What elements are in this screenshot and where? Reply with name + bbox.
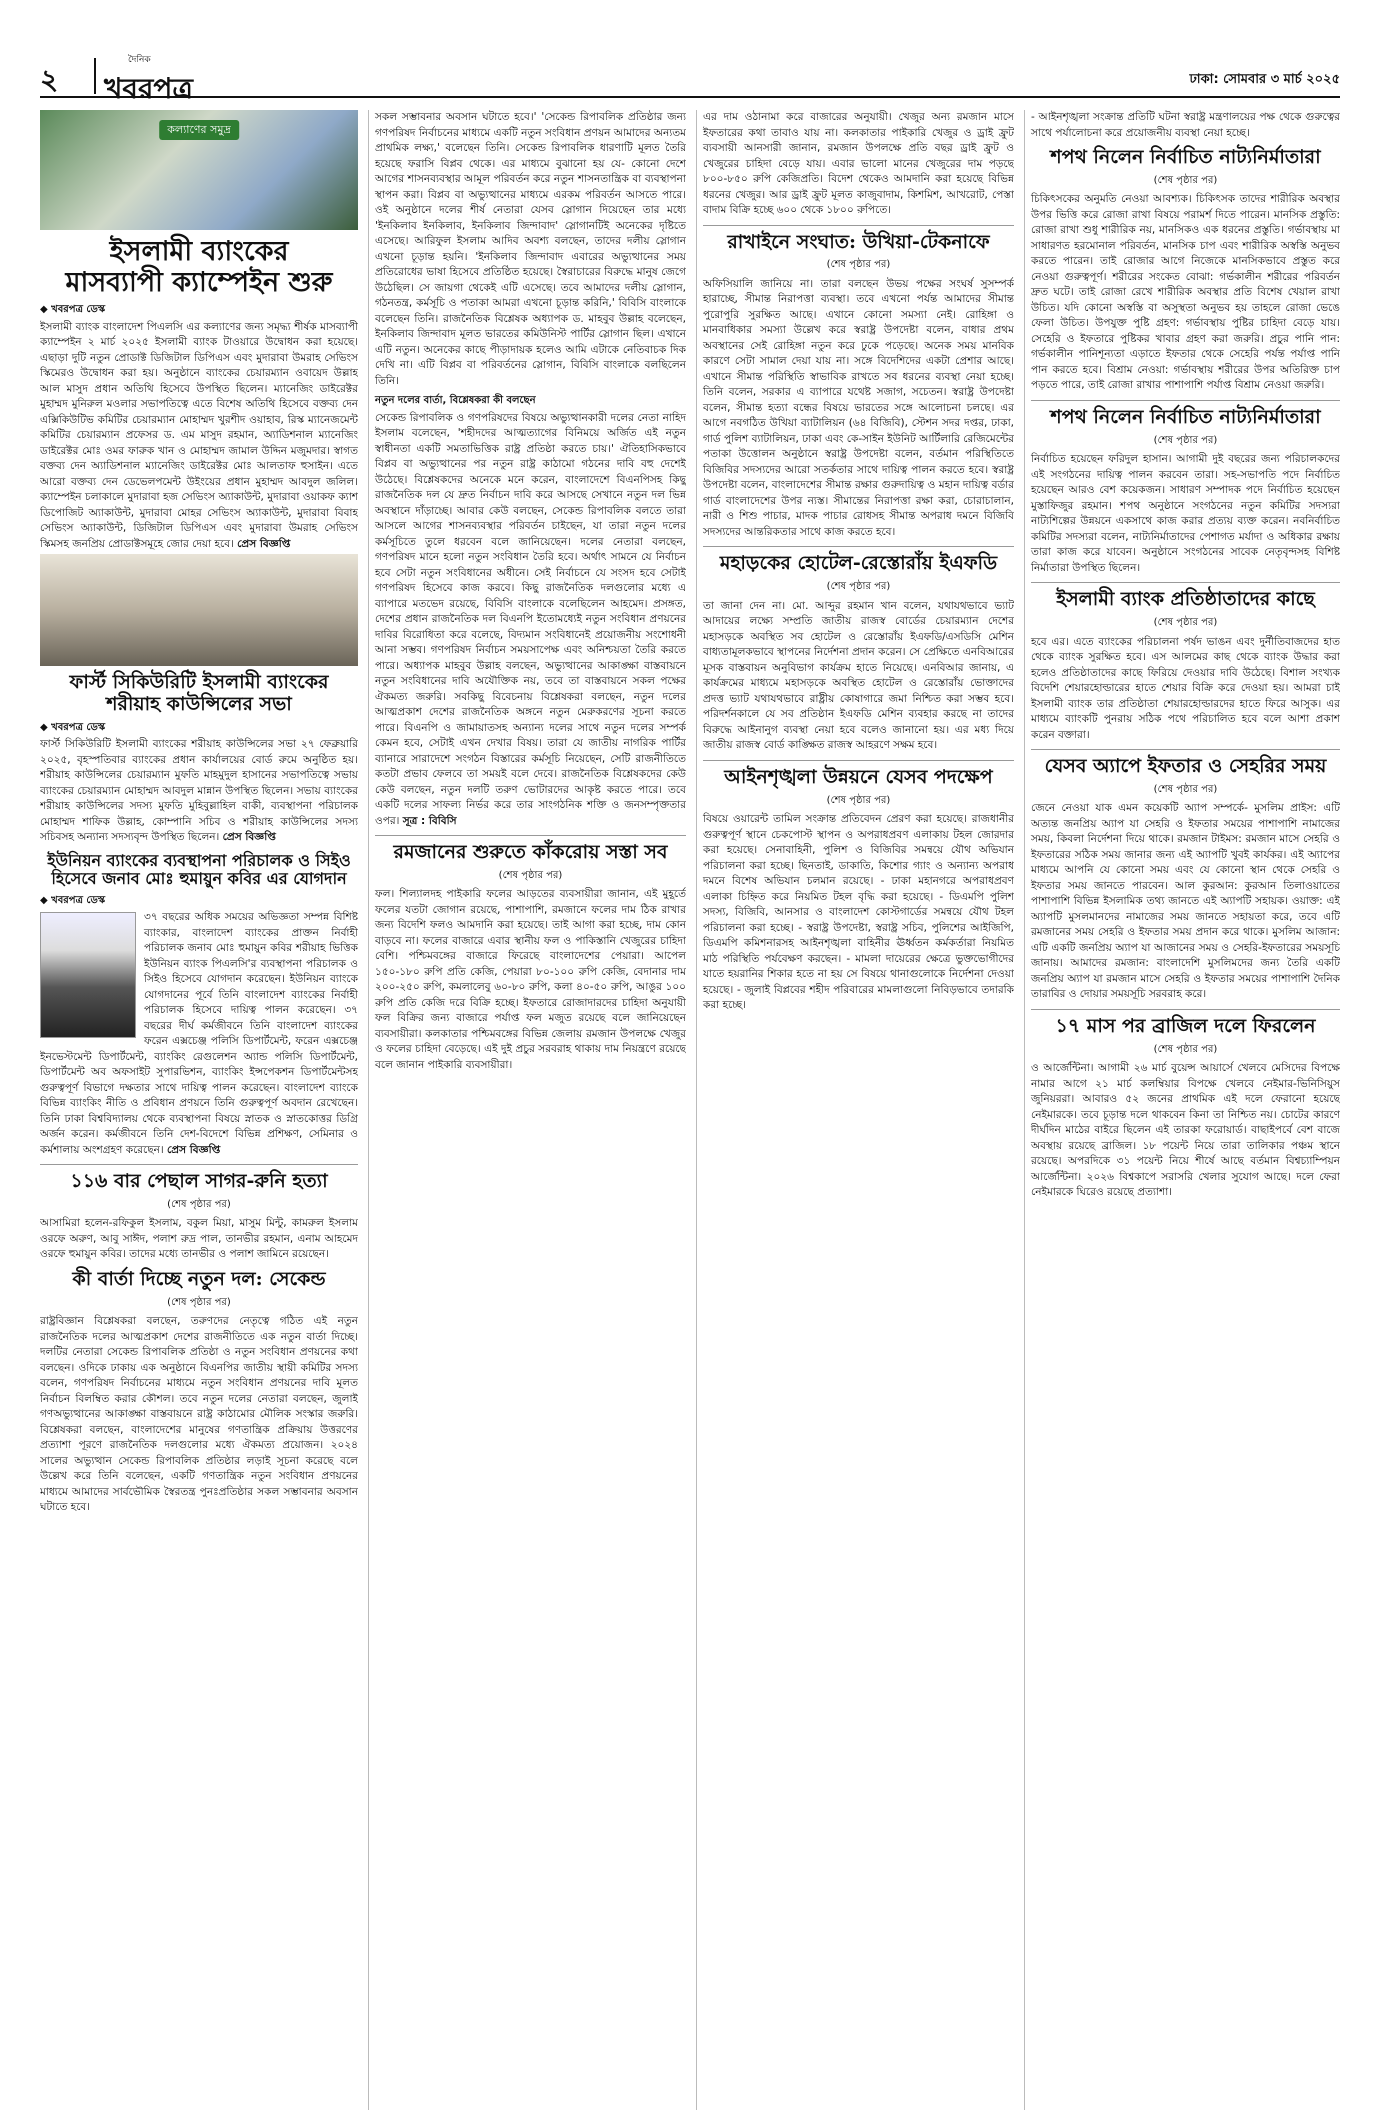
desk-label: ◆ খবরপত্র ডেস্ক <box>40 304 106 316</box>
article-body: ও আর্জেন্টিনা। আগামী ২৬ মার্চ বুয়েন্স আয়ার্সে খেলবে মেসিদের বিপক্ষে নামার আগে ২১ মার্চ কলম্বিয়ার বিপক্ষে খেলবে নেইমার-ভিনিসিয়ুস জুনিয়ররা। আবারও ৫২ জনের প্রাথমিক এই দলে ফেরানো হয়েছে নেইমারকে। তবে চূড়ান্ত দলে থাকবেন কিনা তা নিশ্চিত নয়। চোটের কারণে দীর্ঘদিন মাঠের বাইরে ছিলেন এই তারকা ফরোয়ার্ড। বাছাইপর্বে বেশ বাজে অবস্থায় রয়েছে ব্রাজিল। ১৮ পয়েন্ট নিয়ে তারা তালিকার পঞ্চম স্থানে রয়েছে। অপরদিকে ৩১ পয়েন্ট নিয়ে শীর্ষে আছে বর্তমান বিশ্বচ্যাম্পিয়ন আর্জেন্টিনা। ২০২৬ বিশ্বকাপে সরাসরি খেলার সুযোগ আছে। দলে ফেরা নেইমারকে ঘিরেও রয়েছে প্রত্যাশা। <box>1031 1062 1340 1199</box>
column-1 <box>40 110 358 2110</box>
headline-sagar-runi: ১১৬ বার পেছাল সাগর-রুনি হত্যা <box>70 1170 328 1193</box>
continuation-note: (শেষ পৃষ্ঠার পর) <box>498 869 563 881</box>
article-body: আসামিরা হলেন-রফিকুল ইসলাম, বকুল মিয়া, মাসুম মিন্টু, কামরুল ইসলাম ওরফে অরুণ, আবু সাঈদ, পলাশ রুদ্র পাল, তানভীর রহমান, এনাম আহমেদ ওরফে হুমায়ুন কবির। তাদের মধ্যে তানভীর ও পলাশ জামিনে রয়েছেন। <box>40 1217 358 1261</box>
photo-banner-text: কল্যাণের সমুদ্র <box>159 120 239 140</box>
article-body: সকল সম্ভাবনার অবসান ঘটাতে হবে।' 'সেকেন্ড রিপাবলিক প্রতিষ্ঠার জন্য গণপরিষদ নির্বাচনের মাধ্যমে একটি নতুন সংবিধান প্রণয়ন আমাদের অন্যতম প্রাথমিক লক্ষ্য,' বলেছেন তিনি। সেকেন্ড রিপাবলিক ধারণাটি মূলত তৈরি হয়েছে ফরাসি বিপ্লব থেকে। এর মাধ্যমে বুঝানো হয় যে- কোনো দেশে আগের শাসনব্যবস্থার আমূল পরিবর্তন করে নতুন শাসনতান্ত্রিক বা ব্যবস্থাপনা স্থাপন করা। বিপ্লব বা অভ্যুত্থানের মাধ্যমে এরকম পরিবর্তন আসতে পারে। ওই অনুষ্ঠানে দলের শীর্ষ নেতারা যেসব স্লোগান দিয়েছেন তার মধ্যে 'ইনকিলাব ইনকিলাব, ইনকিলাব জিন্দাবাদ' স্লোগানটিই অনেকের দৃষ্টিতে এসেছে। আরিফুল ইসলাম আদিব অবশ্য বলছেন, তাদের দলীয় স্লোগান এখনো চূড়ান্ত হয়নি। 'ইনকিলাব জিন্দাবাদ এবারের অভ্যুত্থানের সময় প্রতিরোধের ভাষা হিসেবে প্রতিষ্ঠিত হয়েছে। স্বৈরাচারের বিরুদ্ধে মানুষ জেগে উঠেছিল। সে জায়গা থেকেই এটি এসেছে। তবে আমাদের দলীয় স্লোগান, গঠনতন্ত্র, কর্মসূচি ও পতাকা আমরা এখনো চূড়ান্ত করিনি,' বিবিসি বাংলাকে বলেছেন তিনি। রাজনৈতিক বিশ্লেষক অধ্যাপক ড. মাহবুব উল্লাহ বলেছেন, ইনকিলাব জিন্দাবাদ মূলত ভারতের কমিউনিস্ট পার্টির স্লোগান ছিল। এখানে এটি নতুন। অনেকের কাছে পীড়াদায়ক হলেও আমি এটাকে নেতিবাচক দিক দেখি না। এটি বিপ্লব বা পরিবর্তনের স্লোগান, বিবিসি বাংলাকে বলছিলেন তিনি। <box>375 111 686 387</box>
headline-kolkata-fruits: রমজানের শুরুতে কাঁকরোয় সস্তা সব <box>393 841 668 863</box>
masthead <box>40 55 1340 105</box>
headline-law-order: আইনশৃঙ্খলা উন্নয়নে যেসব পদক্ষেপ <box>724 765 993 788</box>
headline-union-bank: ইউনিয়ন ব্যাংকের ব্যবস্থাপনা পরিচালক ও সিইও হিসেবে জনাব মোঃ হুমায়ুন কবির এর যোগদান <box>47 850 351 889</box>
continuation-note: (শেষ পৃষ্ঠার পর) <box>826 794 891 806</box>
column-4 <box>1024 110 1340 2110</box>
divider <box>703 225 1014 226</box>
headline-oath-2: শপথ নিলেন নির্বাচিত নাট্যনির্মাতারা <box>1050 405 1321 428</box>
masthead-divider <box>94 58 96 94</box>
article-body: জেনে নেওয়া যাক এমন কয়েকটি অ্যাপ সম্পর্কে- মুসলিম প্রাইস: এটি অত্যন্ত জনপ্রিয় অ্যাপ যা সেহরি ও ইফতার সময়ের পাশাপাশি নামাজের সময়, কিবলা নির্দেশনা দিয়ে থাকে। রমজান টাইমস: রমজান মাসে সেহরি ও ইফতারের সঠিক সময় জানার জন্য এই অ্যাপটি খুবই কার্যকর। এই অ্যাপের মাধ্যমে আপনি যে কোনো সময় এবং যে কোনো স্থান থেকে সেহরি ও ইফতার সময় জানতে পারবেন। আল কুরআন: কুরআন তিলাওয়াতের পাশাপাশি বিভিন্ন ইসলামিক তথ্য জানতে এই অ্যাপটি সহায়ক। ওয়াক্ত: এই অ্যাপটি মুসলমানদের নামাজের সময় জানতে সহায়তা করে, তবে এটি রমজানের সময় সেহরি ও ইফতার সময় প্রদান করে থাকে। মুসলিম আজান: এটি একটি জনপ্রিয় অ্যাপ যা আজানের সময় ও সেহরি-ইফতারের সময়সূচি জানায়। আমাদের রমজান: বাংলাদেশি মুসলিমদের জন্য তৈরি একটি জনপ্রিয় অ্যাপ যা রমজান মাসে সেহরি ও ইফতার সময়ের পাশাপাশি দৈনিক তারাবির ও দোয়ার সময়সূচি সরবরাহ করে। <box>1031 802 1340 1001</box>
divider <box>40 1164 358 1165</box>
article-body: এর দাম ওঠানামা করে বাজারের অনুযায়ী। খেজুর অন্য রমজান মাসে ইফতারের কথা তাবাও যায় না। কলকাতার পাইকারি খেজুর ও ড্রাই ফ্রুট ব্যবসায়ী আনসারী জানান, রমজান উপলক্ষে প্রতি বছর ড্রাই ফ্রুট ও খেজুরের চাহিদা বেড়ে যায়। এবার ভালো মানের খেজুরের দাম পড়ছে ৮০০-৮৫০ রুপি কেজিপ্রতি। বিদেশ থেকেও আমদানি করা হয়েছে বিভিন্ন ধরনের খেজুর। আর ড্রাই ফ্রুট মূলত কাজুবাদাম, কিশমিশ, আখরোট, পেস্তা বাদাম বিক্রি হচ্ছে ৬০০ থেকে ১৮০০ রুপিতে। <box>703 111 1014 216</box>
headline-brazil: ১৭ মাস পর ব্রাজিল দলে ফিরলেন <box>1055 1014 1316 1037</box>
desk-label: ◆ খবরপত্র ডেস্ক <box>40 721 106 733</box>
shariah-council-meeting-photo <box>40 554 358 666</box>
article-body: সেকেন্ড রিপাবলিক ও গণপরিষদের বিষয়ে অভ্যুত্থানকারী দলের নেতা নাহিদ ইসলাম বলেছেন, 'শহীদদের আত্মত্যাগের বিনিময়ে অর্জিত এই নতুন স্বাধীনতা একটি সমতাভিত্তিক রাষ্ট্র প্রতিষ্ঠা করতে চায়।' ঐতিহাসিকভাবে বিপ্লব বা অভ্যুত্থানের পর নতুন রাষ্ট্র কাঠামো গঠনের দাবি বহু দেশেই উঠেছে। বিশ্লেষকদের অনেকে মনে করেন, বাংলাদেশে বিএনপিসহ কিছু রাজনৈতিক দল যে দ্রুত নির্বাচন দাবি করে আসছে সেখানে নতুন দল ভিন্ন অবস্থানে দাঁড়াচ্ছে। আবার কেউ বলছেন, সেকেন্ড রিপাবলিক বলতে তারা আসলে আগের শাসনব্যবস্থার পরিবর্তন চাইছেন, যা তারা নতুন দলের কর্মসূচিতে তুলে ধরবেন বলে জানিয়েছেন। দলের নেতারা বলছেন, গণপরিষদ মানে হলো নতুন সংবিধান তৈরি হবে। অর্থাৎ সামনে যে নির্বাচন হবে সেটা নতুন সংবিধানের অধীনে। সেই নির্বাচনে যে সংসদ হবে সেটাই গণপরিষদ হিসেবে কাজ করবে। কিছু রাজনৈতিক দলগুলোর মধ্যে এ ব্যাপারে মতভেদ রয়েছে, বিবিসি বাংলাকে বলেছিলেন আহমেদ। প্রসঙ্গত, দেশের প্রধান রাজনৈতিক দল বিএনপি ইতোমধ্যেই নতুন সংবিধান প্রণয়নের দাবির বিরোধিতা করে বলেছে, বিদ্যমান সংবিধানেই প্রয়োজনীয় সংশোধনী আনা সম্ভব। গণপরিষদ নির্বাচন সময়সাপেক্ষ এবং অনিশ্চয়তা তৈরি করতে পারে। অধ্যাপক মাহবুব উল্লাহ বলছেন, অভ্যুত্থানের আকাঙ্ক্ষা বাস্তবায়নে নতুন সংবিধানের দাবি অযৌক্তিক নয়, তবে তা বাস্তবায়নে সকল পক্ষের ঐকমত্য জরুরি। সবকিছু বিবেচনায় বিশ্লেষকরা বলছেন, নতুন দলের আত্মপ্রকাশ দেশের রাজনৈতিক অঙ্গনে নতুন মেরুকরণের সূচনা করতে পারে। বিএনপি ও জামায়াতসহ অন্যান্য দলের সাথে নতুন দলের সম্পর্ক কেমন হবে, সেটাই এখন দেখার বিষয়। তারা যে জাতীয় নাগরিক পার্টির ব্যানারে সারাদেশে সংগঠন বিস্তারের কর্মসূচি নিয়েছেন, সেটি রাজনীতিতে কতটা প্রভাব ফেলবে তা সময়ই বলে দেবে। রাজনৈতিক বিশ্লেষকদের কেউ কেউ বলছেন, নতুন দলটি তরুণ ভোটারদের আকৃষ্ট করতে পারে। তবে একটি দলের সাফল্য নির্ভর করে তার সাংগঠনিক শক্তি ও জনসম্পৃক্ততার ওপর। সূত্র : বিবিসি <box>375 411 686 827</box>
article-body: হবে এর। এতে ব্যাংকের পরিচালনা পর্ষদ ভাঙন এবং দুর্নীতিবাজদের হাত থেকে ব্যাংক সুরক্ষিত হবে। এস আলমের কাছ থেকে ব্যাংক উদ্ধার করা হলেও প্রতিষ্ঠাতাদের কাছে ফিরিয়ে দেওয়ার দাবি উঠেছে। বিশাল সংখ্যক বিদেশি শেয়ারহোল্ডারের হাতে শেয়ার বিক্রি করে দেওয়া হয়। আমরা চাই ইসলামী ব্যাংক তার প্রতিষ্ঠাতা শেয়ারহোল্ডারদের হাতে ফিরে আসুক। এর মাধ্যমে ব্যাংকটি পুনরায় সঠিক পথে পরিচালিত হবে বলে আশা প্রকাশ করেন বক্তারা। <box>1031 635 1340 741</box>
article-body: ৩৭ বছরের অধিক সময়ের অভিজ্ঞতা সম্পন্ন বিশিষ্ট ব্যাংকার, বাংলাদেশ ব্যাংকের প্রাক্তন নির্বাহী পরিচালক জনাব মোঃ হুমায়ুন কবির শরীয়াহ ভিত্তিক ইউনিয়ন ব্যাংক পিএলসি'র ব্যবস্থাপনা পরিচালক ও সিইও হিসেবে যোগদান করেছেন। ইউনিয়ন ব্যাংকে যোগদানের পূর্বে তিনি বাংলাদেশ ব্যাংকের নির্বাহী পরিচালক হিসেবে দায়িত্ব পালন করেছেন। ৩৭ বছরের দীর্ঘ কর্মজীবনে তিনি বাংলাদেশ ব্যাংকের ফরেন এক্সচেঞ্জ পলিসি ডিপার্টমেন্ট, ফরেন এক্সচেঞ্জ ইনভেস্টমেন্ট ডিপার্টমেন্ট, ব্যাংকিং রেগুলেশন অ্যান্ড পলিসি ডিপার্টমেন্ট, ডিপার্টমেন্ট অব অফসাইট সুপারভিশন, ব্যাংকিং ইন্সপেকশন ডিপার্টমেন্টসহ গুরুত্বপূর্ণ বিভাগে দক্ষতার সাথে দায়িত্ব পালন করেছেন। বাংলাদেশ ব্যাংকে বিভিন্ন ব্যাংকিং নীতি ও প্রবিধান প্রণয়নে তিনি গুরুত্বপূর্ণ অবদান রেখেছেন। তিনি ঢাকা বিশ্ববিদ্যালয় থেকে ব্যবস্থাপনা বিষয়ে স্নাতক ও স্নাতকোত্তর ডিগ্রি অর্জন করেন। কর্মজীবনে তিনি দেশ-বিদেশে বিভিন্ন প্রশিক্ষণ, সেমিনার ও কর্মশালায় অংশগ্রহণ করেছেন। প্রেস বিজ্ঞপ্তি <box>40 911 358 1156</box>
column-3 <box>696 110 1014 2110</box>
article-body: অফিসিয়ালি জানিয়ে না। তারা বলছেন উভয় পক্ষের সংঘর্ষ সুসম্পর্ক হারাচ্ছে, সীমান্ত নিরাপত্তা ব্যবস্থা। তবে এখনো পর্যন্ত আমাদের সীমান্ত পুরোপুরি সুরক্ষিত আছে। এখানে কোনো সমস্যা নেই। রোহিঙ্গা ও মানবাধিকার সমস্যা উল্লেখ করে স্বরাষ্ট্র উপদেষ্টা বলেন, বাধার প্রথম অবস্থানের সেই রোহিঙ্গা নতুন করে ঢুকে পড়েছে। অনেক সময় মানবিক কারণে সেটা সামাল দেয়া যায় না। সঙ্গে বিদেশিদের একটা প্রেশার আছে। এখানে সীমান্ত পরিস্থিতি স্বাভাবিক রাখতে সব ধরনের ব্যবস্থা নেয়া হচ্ছে। তিনি বলেন, সরকার এ ব্যাপারে যথেষ্ট সজাগ, সচেতন। স্বরাষ্ট্র উপদেষ্টা বলেন, সীমান্ত হত্যা বন্ধের বিষয়ে ভারতের সঙ্গে আলোচনা চলছে। এর আগে নবগঠিত উখিয়া ব্যাটালিয়ন (৬৪ বিজিবি), স্টেশন সদর দপ্তর, ঢাকা, গার্ড পুলিশ ব্যাটালিয়ন, ঢাকা এবং কে-সাইন ইউনিট আর্টিলারি রেজিমেন্টের পতাকা উত্তোলন অনুষ্ঠানে স্বরাষ্ট্র উপদেষ্টা বলেন, বর্তমান পরিস্থিতিতে বিজিবির সদস্যদের আরো সতর্কতার সাথে দায়িত্ব পালন করতে হবে। স্বরাষ্ট্র উপদেষ্টা বলেন, বাংলাদেশের সীমান্ত রক্ষার গুরুদায়িত্ব ও মহান দায়িত্ব বর্ডার গার্ড বাংলাদেশের উপর ন্যস্ত। সীমান্তের নিরাপত্তা রক্ষা করা, চোরাচালান, নারী ও শিশু পাচার, মাদক পাচার রোধসহ সীমান্ত অপরাধ দমনে বিজিবি সদস্যদের আন্তরিকতার সাথে কাজ করতে হবে। <box>703 277 1014 538</box>
article-body: ফার্স্ট সিকিউরিটি ইসলামী ব্যাংকের শরীয়াহ কাউন্সিলের সভা ২৭ ফেব্রুয়ারি ২০২৫, বৃহস্পতিবার ব্যাংকের প্রধান কার্যালয়ের বোর্ড রুমে অনুষ্ঠিত হয়। শরীয়াহ কাউন্সিলের চেয়ারম্যান মুফতি মাহমুদুল হাসানের সভাপতিত্বে সভায় ব্যাংকের চেয়ারম্যান মোহাম্মদ আবদুল মান্নান উপস্থিত ছিলেন। সভায় ব্যাংকের শরীয়াহ কাউন্সিলের সদস্য মুফতি মুহিবুল্লাহিল বাকী, ব্যবস্থাপনা পরিচালক মোহাম্মদ শাফিক উল্লাহ, কোম্পানি সচিব ও শরীয়াহ কাউন্সিলের সদস্য সচিবসহ অন্যান্য সদস্যবৃন্দ উপস্থিত ছিলেন। প্রেস বিজ্ঞপ্তি <box>40 738 358 844</box>
divider <box>703 760 1014 761</box>
continuation-note: (শেষ পৃষ্ঠার পর) <box>826 581 891 593</box>
brand-prefix: দৈনিক <box>128 55 151 65</box>
headline-islami-bank: ইসলামী ব্যাংকের মাসব্যাপী ক্যাম্পেইন শুরু <box>65 236 333 299</box>
article-body: তা জানা দেন না। মো. আব্দুর রহমান খান বলেন, যথাযথভাবে ভ্যাট আদায়ের লক্ষ্যে সম্প্রতি জাতীয় রাজস্ব বোর্ডের চেয়ারম্যান দেশের মহাসড়কে অবস্থিত সব হোটেল ও রেস্তোরাঁয় ইএফডি/এসডিসি মেশিন বাধ্যতামূলকভাবে স্থাপনের নির্দেশনা প্রদান করেন। সে প্রেক্ষিতে এনবিআরের মূসক বাস্তবায়ন অনুবিভাগ কার্যক্রম হাতে নিয়েছে। এনবিআর জানায়, এ কার্যক্রমের মাধ্যমে মহাসড়কে অবস্থিত হোটেল ও রেস্তোরাঁয় ভোক্তাদের প্রদত্ত ভ্যাট যথাযথভাবে রাষ্ট্রীয় কোষাগারে জমা নিশ্চিত করা সম্ভব হবে। পরিদর্শনকালে যে সব প্রতিষ্ঠান ইএফডি মেশিন ব্যবহার করছে না তাদের বিরুদ্ধে আইনানুগ ব্যবস্থা নেয়া হবে বলেও জানানো হয়। এর মধ্য দিয়ে জাতীয় রাজস্ব বোর্ড কাঙ্ক্ষিত রাজস্ব আহরণে সক্ষম হবে। <box>703 599 1014 752</box>
divider <box>1031 1009 1340 1010</box>
credit: প্রেস বিজ্ঞপ্তি <box>167 1143 221 1156</box>
divider <box>375 835 686 836</box>
divider <box>703 546 1014 547</box>
article-body: চিকিৎসকের অনুমতি নেওয়া আবশ্যক। চিকিৎসক তাদের শারীরিক অবস্থার উপর ভিত্তি করে রোজা রাখা বিষয়ে পরামর্শ দিতে পারেন। মানসিক প্রস্তুতি: রোজা রাখা শুধু শারীরিক নয়, মানসিকও এক ধরনের প্রস্তুতি। গর্ভাবস্থায় মা সাধারণত হরমোনাল পরিবর্তন, মানসিক চাপ এবং শারীরিক অস্বস্তি অনুভব করতে পারেন। তাই রোজার আগে নিজেকে মানসিকভাবে প্রস্তুত করে নেওয়া গুরুত্বপূর্ণ। শরীরের সংকেত বোঝা: গর্ভকালীন শরীরের পরিবর্তন দ্রুত ঘটে। তাই রোজা রেখে শারীরিক অবস্থার প্রতি বিশেষ খেয়াল রাখা উচিত। যদি কোনো অস্বস্তি বা অসুস্থতা অনুভব হয় তাহলে রোজা ভেঙে ফেলা উচিত। উপযুক্ত পুষ্টি গ্রহণ: গর্ভাবস্থায় পুষ্টির চাহিদা বেড়ে যায়। সেহেরি ও ইফতারে পুষ্টিকর খাবার গ্রহণ করা জরুরি। প্রচুর পানি পান: গর্ভকালীন পানিশূন্যতা এড়াতে ইফতার থেকে সেহেরি পর্যন্ত পর্যাপ্ত পানি পান করতে হবে। বিশ্রাম নেওয়া: গর্ভাবস্থায় শরীরের উপর অতিরিক্ত চাপ পড়তে পারে, তাই রোজা রাখার পাশাপাশি পর্যাপ্ত বিশ্রাম নেওয়া জরুরি। <box>1031 193 1340 392</box>
desk-label: ◆ খবরপত্র ডেস্ক <box>40 894 106 906</box>
headline-rakhine: রাখাইনে সংঘাত: উখিয়া-টেকনাফে <box>727 230 990 253</box>
headline-islami-bank-founders: ইসলামী ব্যাংক প্রতিষ্ঠাতাদের কাছে <box>1056 588 1315 611</box>
article-body: নির্বাচিত হয়েছেন ফরিদুল হাসান। আগামী দুই বছরের জন্য পরিচালকদের এই সংগঠনের দায়িত্ব পালন করবেন তারা। সহ-সভাপতি পদে নির্বাচিত হয়েছেন আরও বেশ কয়েকজন। সাধারণ সম্পাদক পদে নির্বাচিত হয়েছেন মুস্তাফিজুর রহমান। শপথ অনুষ্ঠানে সংগঠনের নতুন কমিটির সদস্যরা নাট্যশিল্পের উন্নয়নে একসাথে কাজ করার প্রত্যয় ব্যক্ত করেন। নবনির্বাচিত কমিটির সদস্যরা বলেন, নাট্যনির্মাতাদের পেশাগত মর্যাদা ও অধিকার রক্ষায় তারা কাজ করে যাবেন। অনুষ্ঠানে সংগঠনের সাবেক নেতৃবৃন্দসহ বিশিষ্ট নির্মাতারা উপস্থিত ছিলেন। <box>1031 453 1340 574</box>
newspaper-logo <box>104 52 193 114</box>
page-number: ২ <box>40 63 59 96</box>
headline-iftar-apps: যেসব অ্যাপে ইফতার ও সেহরির সময় <box>1044 755 1327 778</box>
article-body: - আইনশৃঙ্খলা সংক্রান্ত প্রতিটি ঘটনা স্বরাষ্ট্র মন্ত্রণালয়ের পক্ষ থেকে গুরুত্বের সাথে পর্যালোচনা করে প্রয়োজনীয় ব্যবস্থা নেয়া হচ্ছে। <box>1031 111 1340 139</box>
continuation-note: (শেষ পৃষ্ঠার পর) <box>826 259 891 271</box>
credit: প্রেস বিজ্ঞপ্তি <box>237 537 291 550</box>
islami-bank-campaign-photo <box>40 110 358 230</box>
continuation-note: (শেষ পৃষ্ঠার পর) <box>1153 174 1218 186</box>
headline-new-party: কী বার্তা দিচ্ছে নতুন দল: সেকেন্ড <box>72 1267 326 1290</box>
continuation-note: (শেষ পৃষ্ঠার পর) <box>1153 434 1218 446</box>
credit: সূত্র : বিবিসি <box>402 814 457 827</box>
brand-name: খবরপত্র <box>104 72 193 105</box>
divider <box>1031 749 1340 750</box>
article-body: ফল। শিল্যালদহ পাইকারি ফলের আড়তের ব্যবসায়ীরা জানান, এই মুহূর্তে ফলের যতটা জোগান রয়েছে, পাশাপাশি, রমজানে ফলের দাম ঠিক রাখার জন্য বিদেশি ফলও আমদানি করা হয়েছে। তাই আগা করা হচ্ছে, দাম কোন বাড়বে না। ফলের বাজারে এবার স্থানীয় ফল ও পাকিস্তানি খেজুরের চাহিদা বেশি। পশ্চিমবঙ্গের বাজারে ফিরেছে বাংলাদেশের পেয়ারা। আপেল ১৫০-১৮০ রুপি প্রতি কেজি, পেয়ারা ৮০-১০০ রুপি কেজি, বেদানার দাম ২০০-২৫০ রুপি, কমলালেবু ৬০-৮০ রুপি, কলা ৪০-৫০ রুপি, আঙুর ১০০ রুপি প্রতি কেজি দরে বিক্রি হচ্ছে। ইফতারে রোজাদারদের চাহিদা অনুযায়ী ফল বিক্রির জন্য বাজারে পর্যাপ্ত ফল মজুত রয়েছে বলে জানিয়েছেন ব্যবসায়ীরা। কলকাতার পশ্চিমবঙ্গের বিভিন্ন জেলায় রমজান উপলক্ষে খেজুর ও ফলের চাহিদা বেড়েছে। এই দুই প্রচুর সরবরাহ থাকায় দাম নিয়ন্ত্রণে রয়েছে বলে জানান পাইকারি ব্যবসায়ীরা। <box>375 888 686 1071</box>
article-body: ইসলামী ব্যাংক বাংলাদেশ পিএলসি এর কল্যাণের জন্য সমৃদ্ধ্য শীর্ষক মাসব্যাপী ক্যাম্পেইন ২ মার্চ ২০২৫ ইসলামী ব্যাংক টাওয়ারে উদ্বোধন করা হয়েছে। এছাড়া দুটি নতুন প্রোডাক্ট ডিজিটাল ডিপিএস এবং মুদারাবা উমরাহ সেভিংস স্কিমেরও উদ্বোধন করা হয়। অনুষ্ঠানে ব্যাংকের চেয়ারম্যান ওবায়েদ উল্লাহ আল মাসুদ প্রধান অতিথি হিসেবে উপস্থিত ছিলেন। ম্যানেজিং ডাইরেক্টর মুহাম্মদ মুনিরুল মওলার সভাপতিত্বে এতে বিশেষ অতিথি হিসেবে বক্তব্য দেন এক্সিকিউটিভ কমিটির চেয়ারম্যান মোহাম্মদ খুরশীদ ওয়াহাব, রিস্ক ম্যানেজমেন্ট কমিটির চেয়ারম্যান প্রফেসর ড. এম মাসুদ রহমান, অ্যাডিশনাল ম্যানেজিং ডাইরেক্টর মোঃ ওমর ফারুক খান ও মোহাম্মদ জামাল উদ্দিন মজুমদার। স্বাগত বক্তব্য দেন অ্যাডিশনাল ম্যানেজিং ডাইরেক্টর মোঃ আলতাফ হুসাইন। এতে আরো বক্তব্য দেন ডেভেলপমেন্ট উইংয়ের প্রধান মুহাম্মদ আবদুল জলিল। ক্যাম্পেইন চলাকালে মুদারাবা হজ সেভিংস অ্যাকাউন্ট, মুদারাবা ওয়াকফ ক্যাশ ডিপোজিট অ্যাকাউন্ট, মুদারাবা মোহর সেভিংস অ্যাকাউন্ট, মুদারাবা বিবাহ সেভিংস অ্যাকাউন্ট, ডিজিটাল ডিপিএস এবং মুদারাবা উমরাহ সেভিংস স্কিমসহ জনপ্রিয় প্রোডাক্টসমূহে জোর দেয়া হবে। প্রেস বিজ্ঞপ্তি <box>40 320 358 550</box>
divider <box>1031 400 1340 401</box>
article-body: বিষয়ে ওয়ারেন্ট তামিল সংক্রান্ত প্রতিবেদন প্রেরণ করা হয়েছে। রাজধানীর গুরুত্বপূর্ণ স্থানে চেকপোস্ট স্থাপন ও অপরাধপ্রবণ এলাকায় টহল জোরদার করা হয়েছে। সেনাবাহিনী, পুলিশ ও বিজিবির সমন্বয়ে যৌথ অভিযান পরিচালনা করা হচ্ছে। ছিনতাই, ডাকাতি, কিশোর গ্যাং ও অন্যান্য অপরাধ দমনে বিশেষ অভিযান চলমান রয়েছে। - ঢাকা মহানগরে অপরাধপ্রবণ এলাকা চিহ্নিত করে নিয়মিত টহল বৃদ্ধি করা হয়েছে। - ডিএমপি পুলিশ সদস্য, বিজিবি, আনসার ও বাংলাদেশ কোস্টগার্ডের সমন্বয়ে যৌথ টহল পরিচালনা করা হচ্ছে। - স্বরাষ্ট্র উপদেষ্টা, স্বরাষ্ট্র সচিব, পুলিশের আইজিপি, ডিএমপি কমিশনারসহ আইনশৃঙ্খলা বাহিনীর ঊর্ধ্বতন কর্মকর্তারা নিয়মিত মাঠ পরিস্থিতি পর্যবেক্ষণ করছেন। - মামলা দায়েরের ক্ষেত্রে ভুক্তভোগীদের যাতে হয়রানির শিকার হতে না হয় সে বিষয়ে থানাগুলোকে নির্দেশনা দেওয়া হয়েছে। - জুলাই বিপ্লবের শহীদ পরিবারের মামলাগুলো নিবিড়ভাবে তদারকি করা হচ্ছে। <box>703 813 1014 1012</box>
continuation-note: (শেষ পৃষ্ঠার পর) <box>1153 617 1218 629</box>
headline-fsib: ফার্স্ট সিকিউরিটি ইসলামী ব্যাংকের শরীয়াহ কাউন্সিলের সভা <box>69 671 329 715</box>
portrait-photo <box>40 912 136 1038</box>
continuation-note: (শেষ পৃষ্ঠার পর) <box>167 1198 231 1210</box>
headline-efd: মহাড়কের হোটেল-রেস্তোরাঁয় ইএফডি <box>719 552 998 575</box>
credit: প্রেস বিজ্ঞপ্তি <box>222 831 276 844</box>
dateline: ঢাকা: সোমবার ৩ মার্চ ২০২৫ <box>1189 72 1340 87</box>
continuation-note: (শেষ পৃষ্ঠার পর) <box>167 1296 231 1308</box>
continuation-note: (শেষ পৃষ্ঠার পর) <box>1153 783 1218 795</box>
headline-oath-1: শপথ নিলেন নির্বাচিত নাট্যনির্মাতারা <box>1050 146 1321 168</box>
sub-headline: নতুন দলের বার্তা, বিশ্লেষকরা কী বলছেন <box>375 395 536 406</box>
divider <box>1031 582 1340 583</box>
column-2 <box>368 110 686 2110</box>
article-body: রাষ্ট্রবিজ্ঞান বিশ্লেষকরা বলছেন, তরুণদের নেতৃত্বে গঠিত এই নতুন রাজনৈতিক দলের আত্মপ্রকাশ দেশের রাজনীতিতে এক নতুন বার্তা দিচ্ছে। দলটির নেতারা সেকেন্ড রিপাবলিক প্রতিষ্ঠা ও নতুন সংবিধান প্রণয়নের কথা বলছেন। ওদিকে ঢাকায় এক অনুষ্ঠানে বিএনপির জাতীয় স্থায়ী কমিটির সদস্য বলেন, গণপরিষদ নির্বাচনের মাধ্যমে নতুন সংবিধান প্রণয়নের দাবি মূলত নির্বাচন বিলম্বিত করার কৌশল। তবে নতুন দলের নেতারা বলছেন, জুলাই গণঅভ্যুত্থানের আকাঙ্ক্ষা বাস্তবায়নে রাষ্ট্র কাঠামোর মৌলিক সংস্কার জরুরি। বিশ্লেষকরা বলছেন, বাংলাদেশের মানুষের গণতান্ত্রিক প্রক্রিয়ায় উত্তরণের প্রত্যাশা পূরণে রাজনৈতিক দলগুলোর মধ্যে ঐকমত্য প্রয়োজন। ২০২৪ সালের অভ্যুত্থান সেকেন্ড রিপাবলিক প্রতিষ্ঠার লড়াই সূচনা করেছে বলে উল্লেখ করে তিনি বলেছেন, একটি গণতান্ত্রিক নতুন সংবিধান প্রণয়নের মাধ্যমে আমাদের সার্বভৌমিক স্বৈরতন্ত্র পুনঃপ্রতিষ্ঠার সকল সম্ভাবনার অবসান ঘটাতে হবে। <box>40 1315 358 1514</box>
continuation-note: (শেষ পৃষ্ঠার পর) <box>1153 1043 1218 1055</box>
